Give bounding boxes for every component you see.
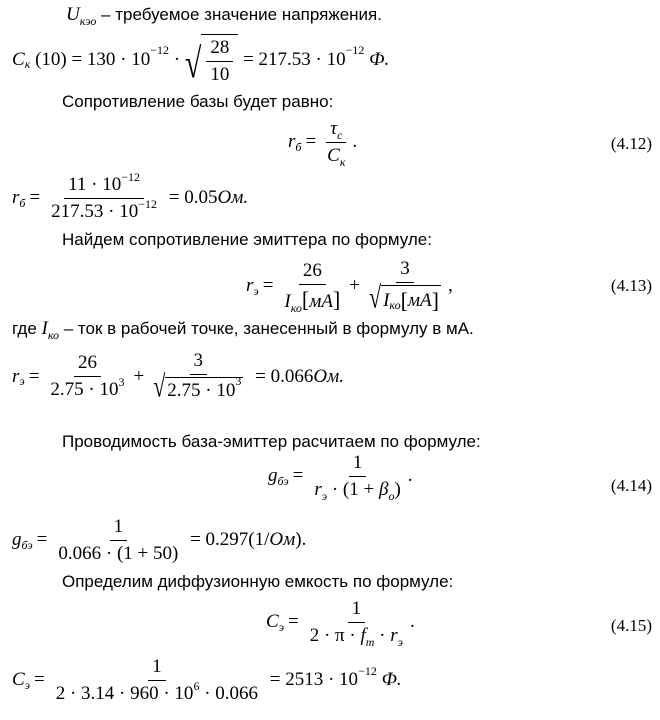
denominator: 217.53 · 10 xyxy=(51,200,139,222)
expr: · xyxy=(374,624,391,646)
text-emitter-resistance: Найдем сопротивление эмиттера по формуле: xyxy=(62,230,432,249)
expr: · (1 + xyxy=(327,478,379,500)
text: – ток в рабочей точке, занесенный в формулу в мА. xyxy=(59,319,474,338)
radical-sign: √ xyxy=(153,368,166,404)
radical-sign: √ xyxy=(369,279,382,315)
symbol-c: C xyxy=(327,144,340,166)
fraction xyxy=(310,452,404,501)
exponent: 6 xyxy=(193,678,200,693)
dot: · xyxy=(169,48,185,70)
fraction xyxy=(323,118,349,167)
subscript: э xyxy=(321,488,328,503)
text: где xyxy=(12,319,42,338)
unit: Ф. xyxy=(364,48,390,70)
equation-number-4-14: (4.14) xyxy=(610,476,652,495)
symbol-g: g xyxy=(268,465,278,487)
subscript: ко xyxy=(389,297,401,312)
exponent: −12 xyxy=(150,43,170,58)
text-ik-definition xyxy=(12,318,474,340)
fraction xyxy=(149,350,247,404)
subscript: э xyxy=(397,634,403,649)
text-conductance: Проводимость база-эмиттер расчитаем по формуле: xyxy=(62,432,481,451)
denominator-end: · 0.066 xyxy=(199,682,259,704)
numerator: 26 xyxy=(74,352,101,377)
symbol-r: r xyxy=(12,187,20,209)
subscript: к xyxy=(24,57,31,72)
expr: ) xyxy=(394,478,401,500)
sqrt xyxy=(185,34,238,86)
symbol-i: I xyxy=(383,289,390,311)
numerator: 26 xyxy=(299,260,326,285)
symbol-tau: τ xyxy=(330,118,338,139)
equation-4-12: r б = $\frac{\tau_c}{C_к}$ . xyxy=(288,118,358,169)
sqrt xyxy=(153,368,243,404)
equation-number-4-13: (4.13) xyxy=(610,276,652,295)
exponent: 3 xyxy=(235,373,242,388)
result: = 0.066 xyxy=(250,365,314,387)
exponent: −12 xyxy=(121,170,141,184)
symbol-c: C xyxy=(12,48,25,70)
numerator: 11 · 10 xyxy=(68,174,122,195)
equation-4-14: g бэ = $\frac{1}{r_э \cdot (1 + \beta_o)}$ . xyxy=(268,452,413,503)
numerator: 3 xyxy=(396,258,414,283)
subscript: кэо xyxy=(79,14,97,28)
fraction xyxy=(47,170,161,223)
subscript: э xyxy=(253,283,259,298)
symbol-f: f xyxy=(360,624,366,646)
fraction xyxy=(52,656,262,705)
symbol-c: C xyxy=(266,611,279,633)
subscript: к xyxy=(339,154,346,169)
symbol-r: r xyxy=(12,365,20,387)
denominator: 0.066 · (1 + 50) xyxy=(58,542,179,564)
unit: мА xyxy=(309,290,333,312)
subscript: э xyxy=(19,374,25,389)
symbol-i: I xyxy=(41,318,48,339)
numerator: 28 xyxy=(206,37,233,62)
result: = 2513 · 10 xyxy=(265,669,359,691)
numerator: 1 xyxy=(110,516,128,541)
fraction xyxy=(206,37,233,86)
exponent: −12 xyxy=(138,196,158,211)
denominator: 10 xyxy=(210,63,230,85)
subscript: o xyxy=(388,488,395,503)
denominator: 2.75 · 10 xyxy=(50,379,119,401)
subscript: бэ xyxy=(21,537,33,552)
symbol-g: g xyxy=(12,529,22,551)
equation-rb-value: r б = $\frac{11 \cdot 10^{-12}}{217.53 \cdot 10^{-12}}$ = 0.05 Ом. xyxy=(12,170,249,222)
equation-4-15: C э = $\frac{1}{2 \cdot \pi \cdot f_т \cdot r_э}$ . xyxy=(266,598,415,649)
numerator: 1 xyxy=(348,598,366,623)
symbol-r: r xyxy=(288,131,296,153)
unit: Ом. xyxy=(217,187,249,209)
unit: мА xyxy=(407,289,432,311)
expr: 2 · π · xyxy=(309,624,361,646)
sqrt: √ I ко [ мА ] xyxy=(369,285,441,313)
end: ). xyxy=(295,529,307,551)
equation-re-value: r э = $\frac{26}{2.75 \cdot 10^3}$ + 3 √ 2.75 · 10 3 = 0.066 Ом. xyxy=(12,350,344,404)
fraction xyxy=(46,352,128,401)
symbol-r: r xyxy=(246,275,254,297)
exponent: −12 xyxy=(358,663,377,678)
expr: (10) = 130 · 10 xyxy=(30,48,151,70)
numerator: 1 xyxy=(349,452,367,477)
symbol-r: r xyxy=(314,478,322,500)
text-base-resistance: Сопротивление базы будет равно: xyxy=(62,92,334,111)
subscript: э xyxy=(24,677,30,692)
result: = 217.53 · 10 xyxy=(238,48,346,70)
equation-ck10 xyxy=(12,34,389,86)
subscript: бэ xyxy=(277,473,289,488)
fraction xyxy=(54,516,182,565)
equation-4-13: r э = $\frac{26}{I_{ко}[мА]}$ + 3 √ I ко [ мА ] , xyxy=(246,258,453,315)
subscript: т xyxy=(365,634,375,649)
exponent: −12 xyxy=(345,43,365,58)
fraction xyxy=(365,258,445,315)
result: = 0.297(1/ xyxy=(185,529,270,551)
subscript: б xyxy=(295,139,302,154)
subscript: э xyxy=(278,619,284,634)
denominator: 2 · 3.14 · 960 · 10 xyxy=(55,682,194,704)
symbol-u: U xyxy=(66,4,80,25)
subscript: ко xyxy=(290,300,302,315)
text-diffusion-capacitance: Определим диффузионную емкость по формуле: xyxy=(62,572,454,591)
numerator: 1 xyxy=(148,656,166,681)
equation-number-4-15: (4.15) xyxy=(610,616,652,635)
symbol-beta: β xyxy=(378,478,389,500)
subscript: c xyxy=(337,128,343,142)
unit: Ф. xyxy=(376,669,402,691)
exponent: 3 xyxy=(118,375,125,390)
symbol-r: r xyxy=(390,624,398,646)
fraction xyxy=(306,598,407,647)
unit: Ом xyxy=(269,529,296,551)
text: – требуемое значение напряжения. xyxy=(96,5,382,24)
denominator: 2.75 · 10 xyxy=(167,379,236,401)
line-ukeo-definition xyxy=(66,4,382,26)
radical-sign: √ xyxy=(184,40,202,88)
subscript: б xyxy=(19,195,26,210)
subscript: ко xyxy=(47,328,60,342)
unit: Ом. xyxy=(313,365,344,387)
result: = 0.05 xyxy=(164,187,218,209)
equation-ce-value: C э = $\frac{1}{2 \cdot 3.14 \cdot 960 \cdot 10^6 \cdot 0.066}$ = 2513 · 10 −12 Ф. xyxy=(12,656,402,704)
symbol-i: I xyxy=(284,290,291,312)
equation-gbe-value: g бэ = $\frac{1}{0.066 \cdot (1 + 50)}$ = 0.297(1/ Ом ). xyxy=(12,516,307,564)
symbol-c: C xyxy=(12,669,25,691)
fraction: $\frac{26}{I_{ко}[мА]}$ xyxy=(284,260,341,315)
numerator: 3 xyxy=(190,350,208,375)
equation-number-4-12: (4.12) xyxy=(610,134,652,153)
